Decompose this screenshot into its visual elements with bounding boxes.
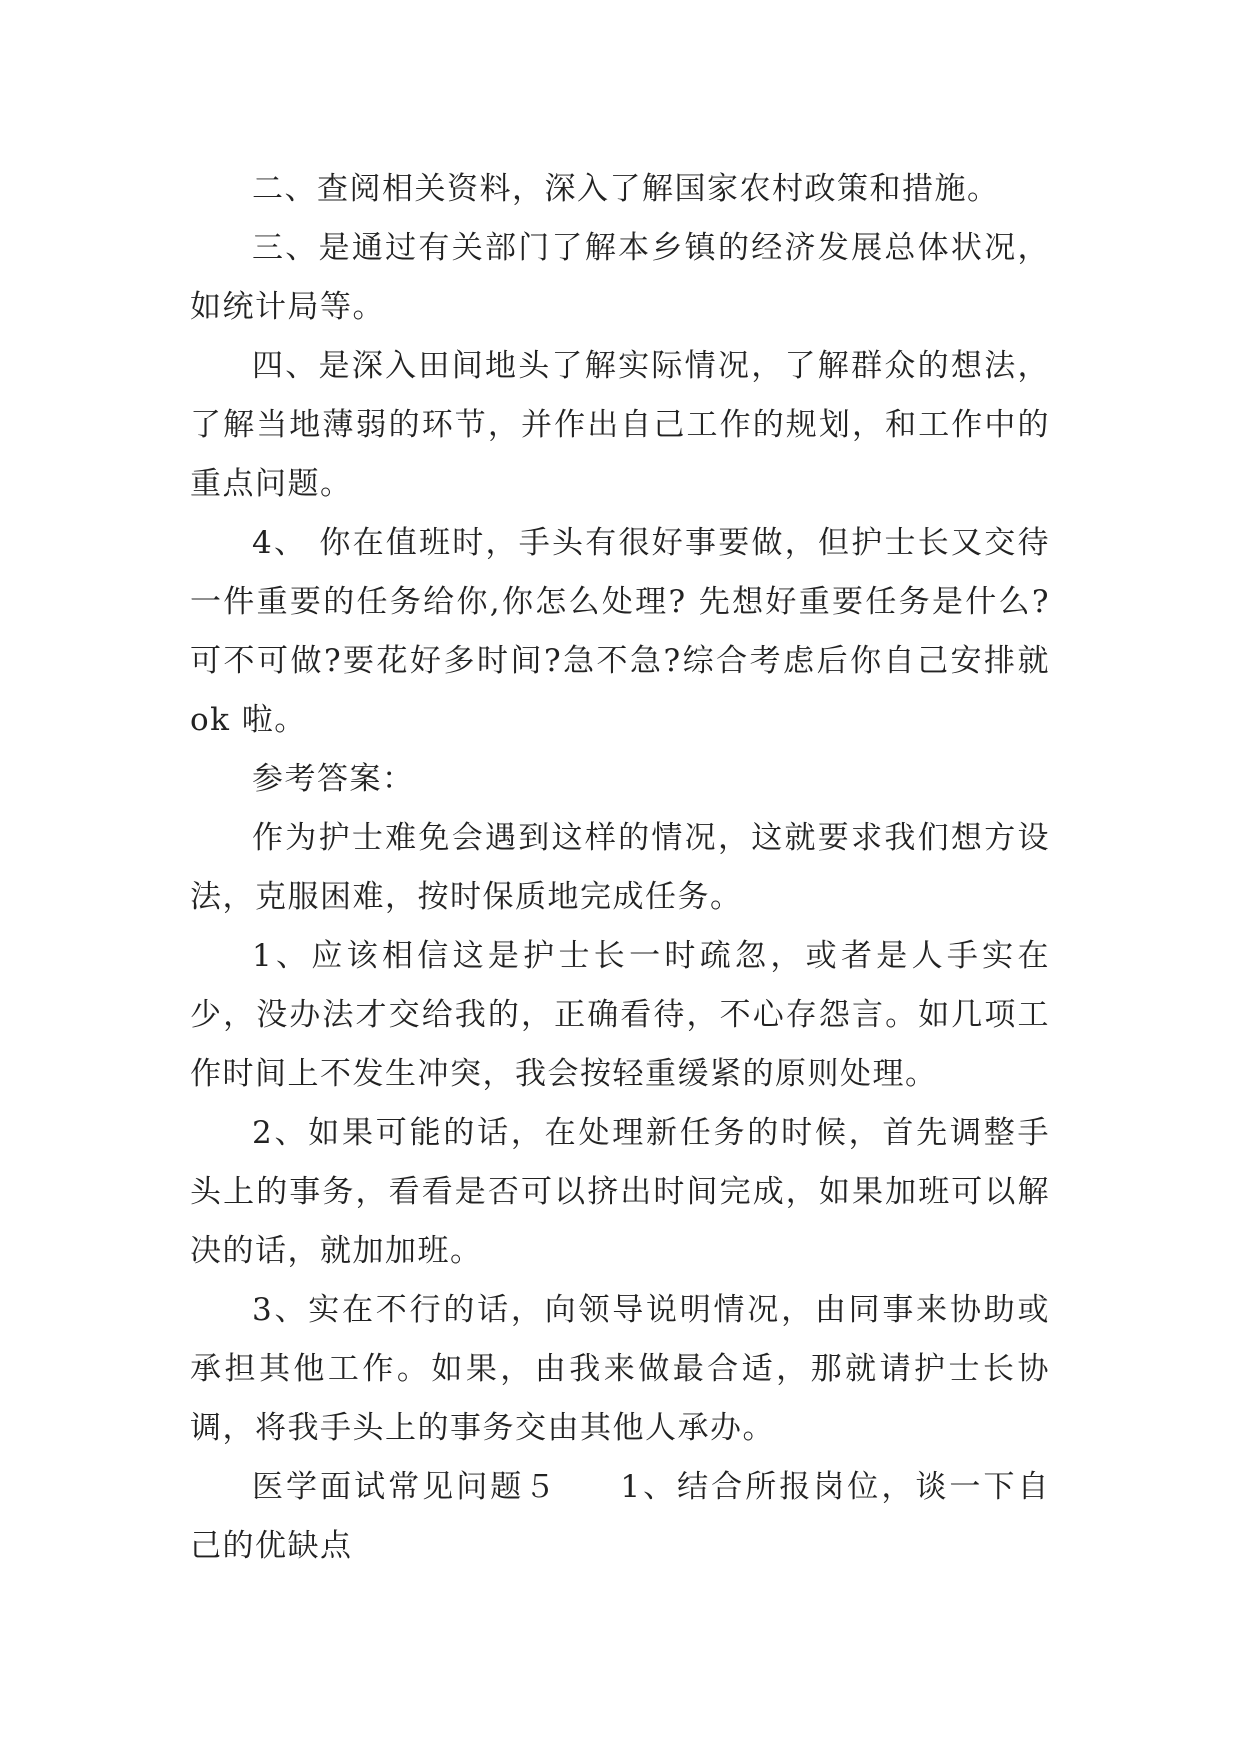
section-paragraph bbox=[190, 1458, 1050, 1576]
paragraph: 3、实在不行的话，向领导说明情况，由同事来协助或承担其他工作。如果，由我来做最合适，那就请护士长协调，将我手头上的事务交由其他人承办。 bbox=[190, 1292, 1050, 1446]
paragraph: 三、是通过有关部门了解本乡镇的经济发展总体状况，如统计局等。 bbox=[190, 230, 1050, 325]
section-question: 1、结合所报岗位，谈一下自己的优缺点 bbox=[190, 1469, 1050, 1564]
paragraph: 4、 你在值班时，手头有很好事要做，但护士长又交待一件重要的任务给你,你怎么处理? 先想好重要任务是什么?可不可做?要花好多时间?急不急?综合考虑后你自己安排就ok 啦。 bbox=[190, 525, 1050, 738]
paragraph: 2、如果可能的话，在处理新任务的时候，首先调整手头上的事务，看看是否可以挤出时间完成，如果加班可以解决的话，就加加班。 bbox=[190, 1115, 1050, 1269]
section-heading: 医学面试常见问题５ bbox=[252, 1469, 559, 1505]
paragraph: 1、应该相信这是护士长一时疏忽，或者是人手实在少，没办法才交给我的，正确看待，不心存怨言。如几项工作时间上不发生冲突，我会按轻重缓紧的原则处理。 bbox=[190, 938, 1050, 1092]
paragraph: 二、查阅相关资料，深入了解国家农村政策和措施。 bbox=[252, 171, 1000, 207]
paragraph: 作为护士难免会遇到这样的情况，这就要求我们想方设法，克服困难，按时保质地完成任务。 bbox=[190, 820, 1050, 915]
paragraph: 四、是深入田间地头了解实际情况，了解群众的想法，了解当地薄弱的环节，并作出自己工作的规划，和工作中的重点问题。 bbox=[190, 348, 1050, 502]
paragraph: 参考答案： bbox=[252, 761, 415, 797]
document-page bbox=[190, 160, 1050, 1576]
